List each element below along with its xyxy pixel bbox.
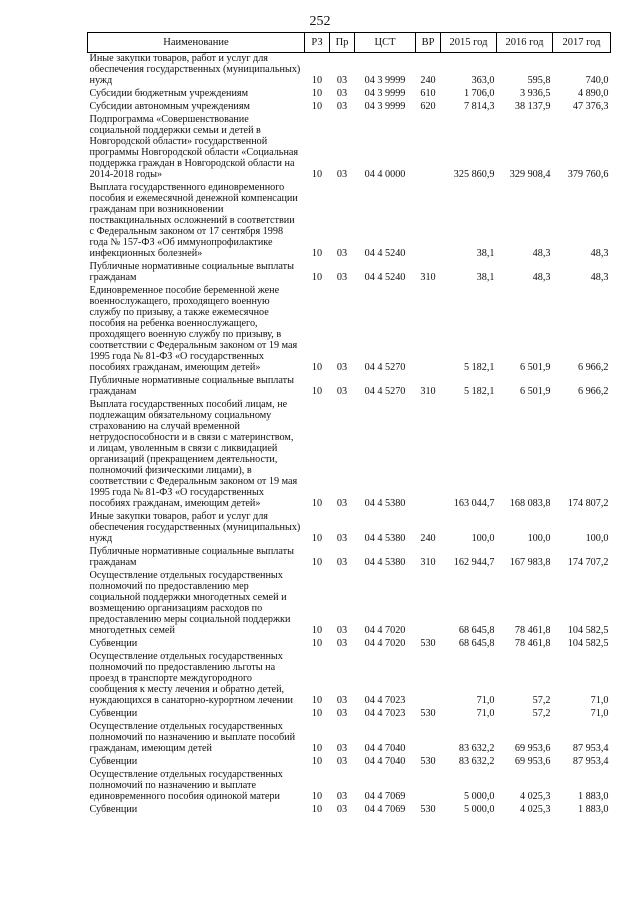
- cell-vr: 310: [420, 386, 436, 397]
- cell-pr: 03: [336, 386, 348, 397]
- table-row: [88, 180, 611, 259]
- cell-name: Субвенции: [89, 804, 138, 815]
- cell-rz: 10: [311, 638, 323, 649]
- table-row: [88, 397, 611, 509]
- cell-vr: [416, 719, 441, 754]
- header-pr: Пр: [330, 33, 355, 53]
- cell-rz: 10: [311, 533, 323, 544]
- cell-2016: 69 953,6: [514, 743, 551, 754]
- cell-2016: 329 908,4: [509, 169, 551, 180]
- cell-2017: 4 890,0: [577, 88, 609, 99]
- cell-2016: 78 461,8: [514, 638, 551, 649]
- cell-2015: 363,0: [471, 75, 495, 86]
- table-row: [88, 86, 611, 99]
- cell-2016: 57,2: [532, 695, 551, 706]
- cell-2015: 163 044,7: [453, 498, 495, 509]
- table-row: [88, 99, 611, 112]
- cell-vr: 240: [420, 533, 436, 544]
- table-header: [88, 33, 611, 53]
- table-row: [88, 283, 611, 373]
- cell-pr: 03: [336, 804, 348, 815]
- cell-pr: 03: [336, 638, 348, 649]
- cell-2015: 100,0: [471, 533, 495, 544]
- cell-name: Осуществление отдельных государственных полномочий по назначению и выплате единовременного пособия одинокой матери: [89, 769, 283, 802]
- cell-2017: 104 582,5: [567, 625, 609, 636]
- cell-name: Единовременное пособие беременной жене военнослужащего, проходящего военную службу по призыву, а также ежемесячное пособия на ребенка военнослужащего, проходящего военную службу по призыву, в соответствии с Федеральным законом от 19 мая 1995 года № 81-ФЗ «О государственных пособиях гражданам, имеющим детей»: [89, 285, 298, 373]
- cell-2015: 5 000,0: [463, 791, 495, 802]
- cell-cst: 04 4 7020: [364, 625, 406, 636]
- cell-cst: 04 4 7069: [364, 804, 406, 815]
- cell-2015: 68 645,8: [458, 625, 495, 636]
- cell-2017: 6 966,2: [577, 362, 609, 373]
- cell-cst: 04 4 5270: [364, 386, 406, 397]
- cell-rz: 10: [311, 498, 323, 509]
- table-row: [88, 53, 611, 87]
- cell-cst: 04 4 5240: [364, 248, 406, 259]
- cell-2017: 104 582,5: [567, 638, 609, 649]
- cell-rz: 10: [311, 756, 323, 767]
- cell-cst: 04 4 5240: [364, 272, 406, 283]
- cell-pr: 03: [336, 695, 348, 706]
- cell-cst: 04 4 7023: [364, 708, 406, 719]
- cell-vr: 620: [420, 101, 436, 112]
- cell-2016: 48,3: [532, 272, 551, 283]
- cell-name: Подпрограмма «Совершенствование социальной поддержки семьи и детей в Новгородской области» государственной программы Новгородской области «Социальная поддержка граждан в Новгородской области на 2014-2018 годы»: [89, 114, 299, 180]
- cell-vr: 530: [420, 804, 436, 815]
- header-cst: ЦСТ: [355, 33, 416, 53]
- cell-2017: 48,3: [590, 272, 609, 283]
- cell-2016: 4 025,3: [519, 804, 551, 815]
- cell-pr: 03: [336, 75, 348, 86]
- cell-2016: 3 936,5: [519, 88, 551, 99]
- cell-pr: 03: [336, 743, 348, 754]
- cell-2016: 6 501,9: [519, 362, 551, 373]
- cell-2017: 87 953,4: [572, 756, 609, 767]
- header-2015: 2015 год: [441, 33, 497, 53]
- cell-cst: 04 4 5380: [364, 557, 406, 568]
- cell-name: Выплата государственного единовременного пособия и ежемесячной денежной компенсации гражданам при возникновении поствакцинальных осложнений в соответствии с Федеральным законом от 17 сентября 1998 года № 157-ФЗ «Об иммунопрофилактике инфекционных болезней»: [89, 182, 298, 259]
- cell-2017: 71,0: [590, 695, 609, 706]
- table-row: [88, 373, 611, 397]
- cell-2015: 325 860,9: [453, 169, 495, 180]
- cell-cst: 04 4 5270: [364, 362, 406, 373]
- header-name: Наименование: [88, 33, 305, 53]
- table-row: [88, 259, 611, 283]
- cell-cst: 04 4 7040: [364, 743, 406, 754]
- cell-2017: 100,0: [585, 533, 609, 544]
- cell-rz: 10: [311, 708, 323, 719]
- table-row: [88, 112, 611, 180]
- header-rz: РЗ: [305, 33, 330, 53]
- cell-2017: 174 707,2: [567, 557, 609, 568]
- cell-2016: 69 953,6: [514, 756, 551, 767]
- cell-pr: 03: [336, 248, 348, 259]
- cell-vr: [416, 649, 441, 706]
- budget-table: [87, 32, 611, 815]
- cell-name: Субвенции: [89, 756, 138, 767]
- cell-name: Субсидии автономным учреждениям: [89, 101, 250, 112]
- cell-cst: 04 4 7020: [364, 638, 406, 649]
- cell-pr: 03: [336, 756, 348, 767]
- cell-pr: 03: [336, 533, 348, 544]
- cell-2015: 1 706,0: [463, 88, 495, 99]
- cell-pr: 03: [336, 101, 348, 112]
- cell-rz: 10: [311, 101, 323, 112]
- cell-name: Субсидии бюджетным учреждениям: [89, 88, 249, 99]
- cell-rz: 10: [311, 695, 323, 706]
- cell-pr: 03: [336, 169, 348, 180]
- cell-vr: [416, 568, 441, 636]
- cell-name: Осуществление отдельных государственных полномочий по предоставлению льготы на проезд в транспорте междугородного сообщения к месту лечения и обратно детей, нуждающихся в санаторно-курортном лечении: [89, 651, 293, 706]
- cell-pr: 03: [336, 557, 348, 568]
- cell-2015: 162 944,7: [453, 557, 495, 568]
- table-row: [88, 754, 611, 767]
- cell-pr: 03: [336, 708, 348, 719]
- cell-2015: 5 182,1: [463, 362, 495, 373]
- table-row: [88, 719, 611, 754]
- cell-vr: 530: [420, 638, 436, 649]
- table-row: [88, 767, 611, 802]
- cell-name: Публичные нормативные социальные выплаты гражданам: [89, 261, 294, 283]
- cell-2015: 83 632,2: [458, 743, 495, 754]
- table-row: [88, 649, 611, 706]
- cell-2016: 38 137,9: [514, 101, 551, 112]
- cell-pr: 03: [336, 88, 348, 99]
- cell-vr: 530: [420, 708, 436, 719]
- cell-2016: 4 025,3: [519, 791, 551, 802]
- cell-2017: 1 883,0: [577, 804, 609, 815]
- table-row: [88, 636, 611, 649]
- header-vr: ВР: [416, 33, 441, 53]
- header-2017: 2017 год: [553, 33, 611, 53]
- cell-2016: 595,8: [527, 75, 551, 86]
- cell-vr: [416, 180, 441, 259]
- cell-cst: 04 3 9999: [364, 88, 406, 99]
- cell-2015: 83 632,2: [458, 756, 495, 767]
- cell-2015: 7 814,3: [463, 101, 495, 112]
- cell-vr: [416, 767, 441, 802]
- cell-cst: 04 3 9999: [364, 75, 406, 86]
- cell-pr: 03: [336, 498, 348, 509]
- cell-cst: 04 4 7069: [364, 791, 406, 802]
- cell-2016: 57,2: [532, 708, 551, 719]
- cell-2015: 5 000,0: [463, 804, 495, 815]
- cell-2017: 6 966,2: [577, 386, 609, 397]
- cell-rz: 10: [311, 272, 323, 283]
- cell-cst: 04 4 7023: [364, 695, 406, 706]
- cell-pr: 03: [336, 625, 348, 636]
- cell-rz: 10: [311, 169, 323, 180]
- cell-2015: 5 182,1: [463, 386, 495, 397]
- cell-vr: 610: [420, 88, 436, 99]
- cell-2017: 740,0: [585, 75, 609, 86]
- cell-2017: 379 760,6: [567, 169, 609, 180]
- cell-rz: 10: [311, 88, 323, 99]
- cell-vr: 530: [420, 756, 436, 767]
- cell-rz: 10: [311, 625, 323, 636]
- table-row: [88, 509, 611, 544]
- cell-2017: 48,3: [590, 248, 609, 259]
- cell-name: Иные закупки товаров, работ и услуг для обеспечения государственных (муниципальных) нужд: [89, 53, 301, 86]
- table-row: [88, 568, 611, 636]
- cell-vr: [416, 112, 441, 180]
- cell-2015: 71,0: [476, 695, 495, 706]
- cell-2017: 87 953,4: [572, 743, 609, 754]
- cell-2016: 6 501,9: [519, 386, 551, 397]
- cell-name: Субвенции: [89, 638, 138, 649]
- cell-2016: 167 983,8: [509, 557, 551, 568]
- cell-name: Иные закупки товаров, работ и услуг для обеспечения государственных (муниципальных) нужд: [89, 511, 301, 544]
- cell-2017: 1 883,0: [577, 791, 609, 802]
- cell-pr: 03: [336, 362, 348, 373]
- cell-name: Публичные нормативные социальные выплаты гражданам: [89, 546, 294, 568]
- cell-name: Публичные нормативные социальные выплаты гражданам: [89, 375, 294, 397]
- cell-cst: 04 4 0000: [364, 169, 406, 180]
- cell-cst: 04 4 5380: [364, 533, 406, 544]
- cell-pr: 03: [336, 272, 348, 283]
- cell-cst: 04 4 7040: [364, 756, 406, 767]
- cell-2016: 168 083,8: [509, 498, 551, 509]
- cell-2016: 78 461,8: [514, 625, 551, 636]
- cell-vr: 310: [420, 557, 436, 568]
- cell-name: Осуществление отдельных государственных полномочий по назначению и выплате пособий гражданам, имеющим детей: [89, 721, 296, 754]
- cell-rz: 10: [311, 743, 323, 754]
- cell-2016: 100,0: [527, 533, 551, 544]
- page-number: 252: [309, 14, 331, 29]
- cell-2017: 174 807,2: [567, 498, 609, 509]
- cell-rz: 10: [311, 75, 323, 86]
- cell-pr: 03: [336, 791, 348, 802]
- cell-vr: 310: [420, 272, 436, 283]
- table-row: [88, 706, 611, 719]
- cell-vr: 240: [420, 75, 436, 86]
- cell-2017: 47 376,3: [572, 101, 609, 112]
- cell-2015: 38,1: [476, 248, 495, 259]
- cell-cst: 04 4 5380: [364, 498, 406, 509]
- cell-rz: 10: [311, 557, 323, 568]
- cell-rz: 10: [311, 362, 323, 373]
- cell-name: Осуществление отдельных государственных полномочий по предоставлению мер социальной поддержки многодетных семей и возмещению организациям расходов по предоставлению меры социальной поддержки многодетных семей: [89, 570, 291, 636]
- cell-vr: [416, 397, 441, 509]
- cell-cst: 04 3 9999: [364, 101, 406, 112]
- header-2016: 2016 год: [497, 33, 553, 53]
- cell-rz: 10: [311, 248, 323, 259]
- table-body: [88, 53, 611, 816]
- cell-name: Субвенции: [89, 708, 138, 719]
- cell-2015: 68 645,8: [458, 638, 495, 649]
- cell-2015: 38,1: [476, 272, 495, 283]
- cell-rz: 10: [311, 804, 323, 815]
- table-row: [88, 544, 611, 568]
- cell-vr: [416, 283, 441, 373]
- cell-name: Выплата государственных пособий лицам, не подлежащим обязательному социальному страхованию на случай временной нетрудоспособности и в связи с материнством, и лицам, уволенным в связи с ликвидацией организаций (прекращением деятельности, полномочий физическими лицами), в соответствии с Федеральным законом от 19 мая 1995 года № 81-ФЗ «О государственных пособиях гражданам, имеющим детей»: [89, 399, 298, 509]
- cell-2017: 71,0: [590, 708, 609, 719]
- table-row: [88, 802, 611, 815]
- cell-rz: 10: [311, 791, 323, 802]
- cell-2016: 48,3: [532, 248, 551, 259]
- cell-rz: 10: [311, 386, 323, 397]
- cell-2015: 71,0: [476, 708, 495, 719]
